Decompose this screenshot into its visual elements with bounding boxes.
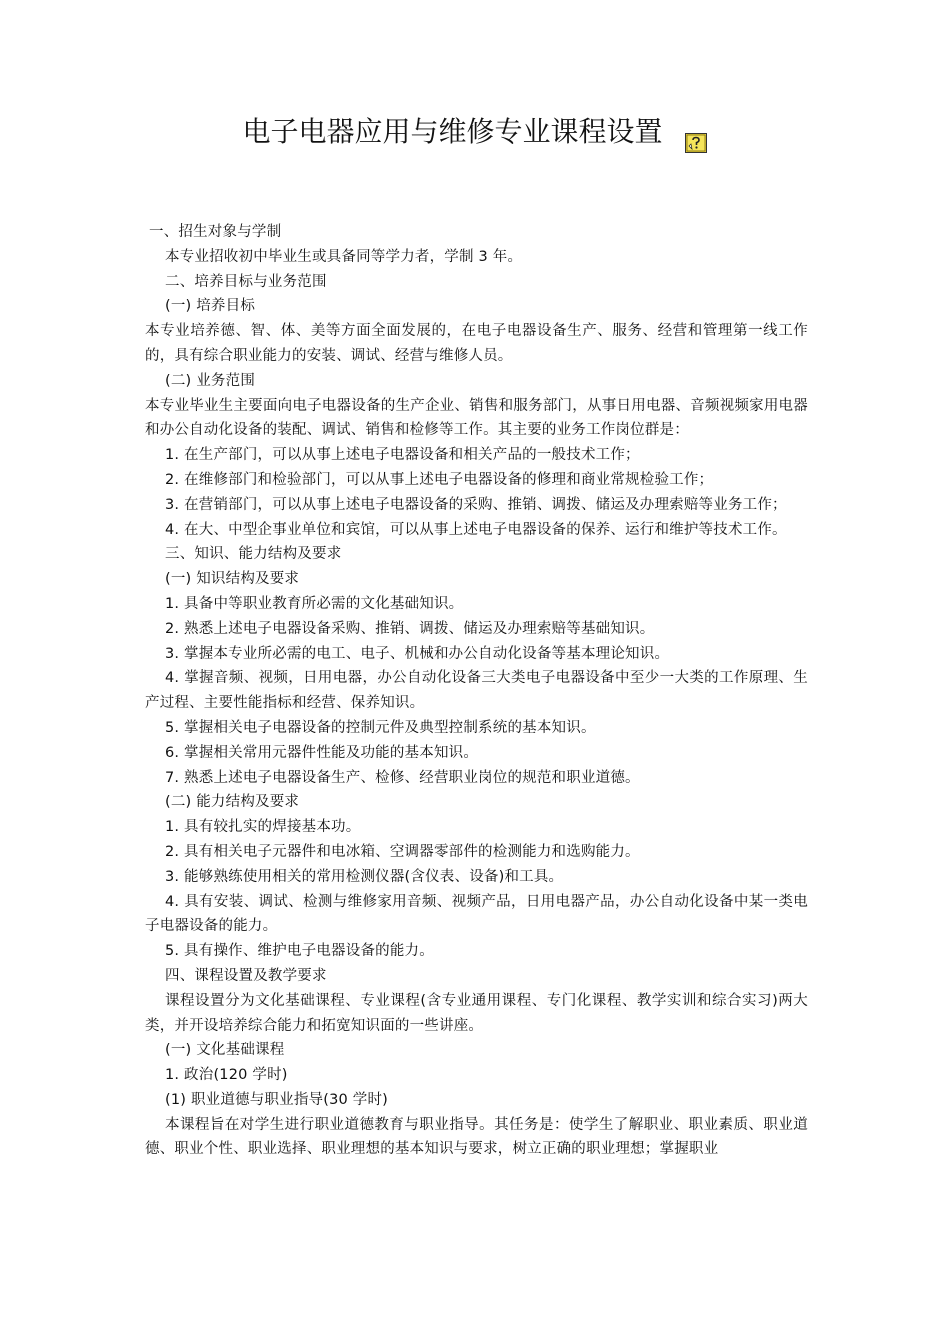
- paragraph: 二、培养目标与业务范围: [165, 273, 327, 290]
- paragraph: 5. 掌握相关电子电器设备的控制元件及典型控制系统的基本知识。: [165, 719, 596, 736]
- paragraph: 本课程旨在对学生进行职业道德教育与职业指导。其任务是：使学生了解职业、职业素质、职业道德、职业个性、职业选择、职业理想的基本知识与要求，树立正确的职业理想；掌握职业: [145, 1116, 808, 1158]
- paragraph: 四、课程设置及教学要求: [165, 967, 327, 984]
- paragraph: (二) 能力结构及要求: [165, 794, 300, 811]
- paragraph: 本专业招收初中毕业生或具备同等学力者，学制 3 年。: [165, 248, 523, 265]
- paragraph: 4. 具有安装、调试、检测与维修家用音频、视频产品，日用电器产品，办公自动化设备中某一类电子电器设备的能力。: [145, 893, 808, 935]
- title-text: 电子电器应用与维修专业课程设置: [242, 115, 663, 148]
- paragraph: 6. 掌握相关常用元器件性能及功能的基本知识。: [165, 744, 479, 761]
- paragraph: 3. 在营销部门，可以从事上述电子电器设备的采购、推销、调拨、储运及办理索赔等业务工作；: [165, 496, 787, 513]
- paragraph: 本专业毕业生主要面向电子电器设备的生产企业、销售和服务部门，从事日用电器、音频视频家用电器和办公自动化设备的装配、调试、销售和检修等工作。其主要的业务工作岗位群是：: [145, 397, 808, 439]
- help-icon[interactable]: [685, 126, 707, 146]
- paragraph: 3. 掌握本专业所必需的电工、电子、机械和办公自动化设备等基本理论知识。: [165, 645, 670, 662]
- paragraph: 1. 在生产部门，可以从事上述电子电器设备和相关产品的一般技术工作；: [165, 447, 640, 464]
- document-body: [145, 220, 808, 1162]
- paragraph: (一) 文化基础课程: [165, 1042, 285, 1059]
- paragraph: 2. 具有相关电子元器件和电冰箱、空调器零部件的检测能力和选购能力。: [165, 843, 640, 860]
- paragraph: 3. 能够熟练使用相关的常用检测仪器(含仪表、设备)和工具。: [165, 868, 564, 885]
- paragraph: 课程设置分为文化基础课程、专业课程(含专业通用课程、专门化课程、教学实训和综合实习)两大类，并开设培养综合能力和拓宽知识面的一些讲座。: [145, 992, 808, 1034]
- paragraph: 本专业培养德、智、体、美等方面全面发展的，在电子电器设备生产、服务、经营和管理第一线工作的，具有综合职业能力的安装、调试、经营与维修人员。: [145, 323, 808, 364]
- paragraph: 1. 政治(120 学时): [165, 1067, 288, 1084]
- paragraph: 一、招生对象与学制: [149, 224, 282, 240]
- paragraph: 三、知识、能力结构及要求: [165, 546, 342, 563]
- paragraph: 4. 在大、中型企事业单位和宾馆，可以从事上述电子电器设备的保养、运行和维护等技术工作。: [165, 521, 787, 538]
- paragraph: 4. 掌握音频、视频，日用电器，办公自动化设备三大类电子电器设备中至少一大类的工作原理、生产过程、主要性能指标和经营、保养知识。: [145, 670, 808, 712]
- page-title: [0, 113, 950, 150]
- paragraph: 2. 在维修部门和检验部门，可以从事上述电子电器设备的修理和商业常规检验工作；: [165, 471, 714, 488]
- paragraph: 7. 熟悉上述电子电器设备生产、检修、经营职业岗位的规范和职业道德。: [165, 769, 640, 786]
- paragraph: (1) 职业道德与职业指导(30 学时): [165, 1091, 389, 1108]
- paragraph: 2. 熟悉上述电子电器设备采购、推销、调拨、储运及办理索赔等基础知识。: [165, 620, 655, 637]
- paragraph: 1. 具备中等职业教育所必需的文化基础知识。: [165, 595, 464, 612]
- paragraph: 5. 具有操作、维护电子电器设备的能力。: [165, 943, 434, 960]
- paragraph: (一) 培养目标: [165, 298, 256, 315]
- paragraph: (二) 业务范围: [165, 372, 256, 389]
- paragraph: (一) 知识结构及要求: [165, 571, 300, 588]
- paragraph: 1. 具有较扎实的焊接基本功。: [165, 819, 361, 836]
